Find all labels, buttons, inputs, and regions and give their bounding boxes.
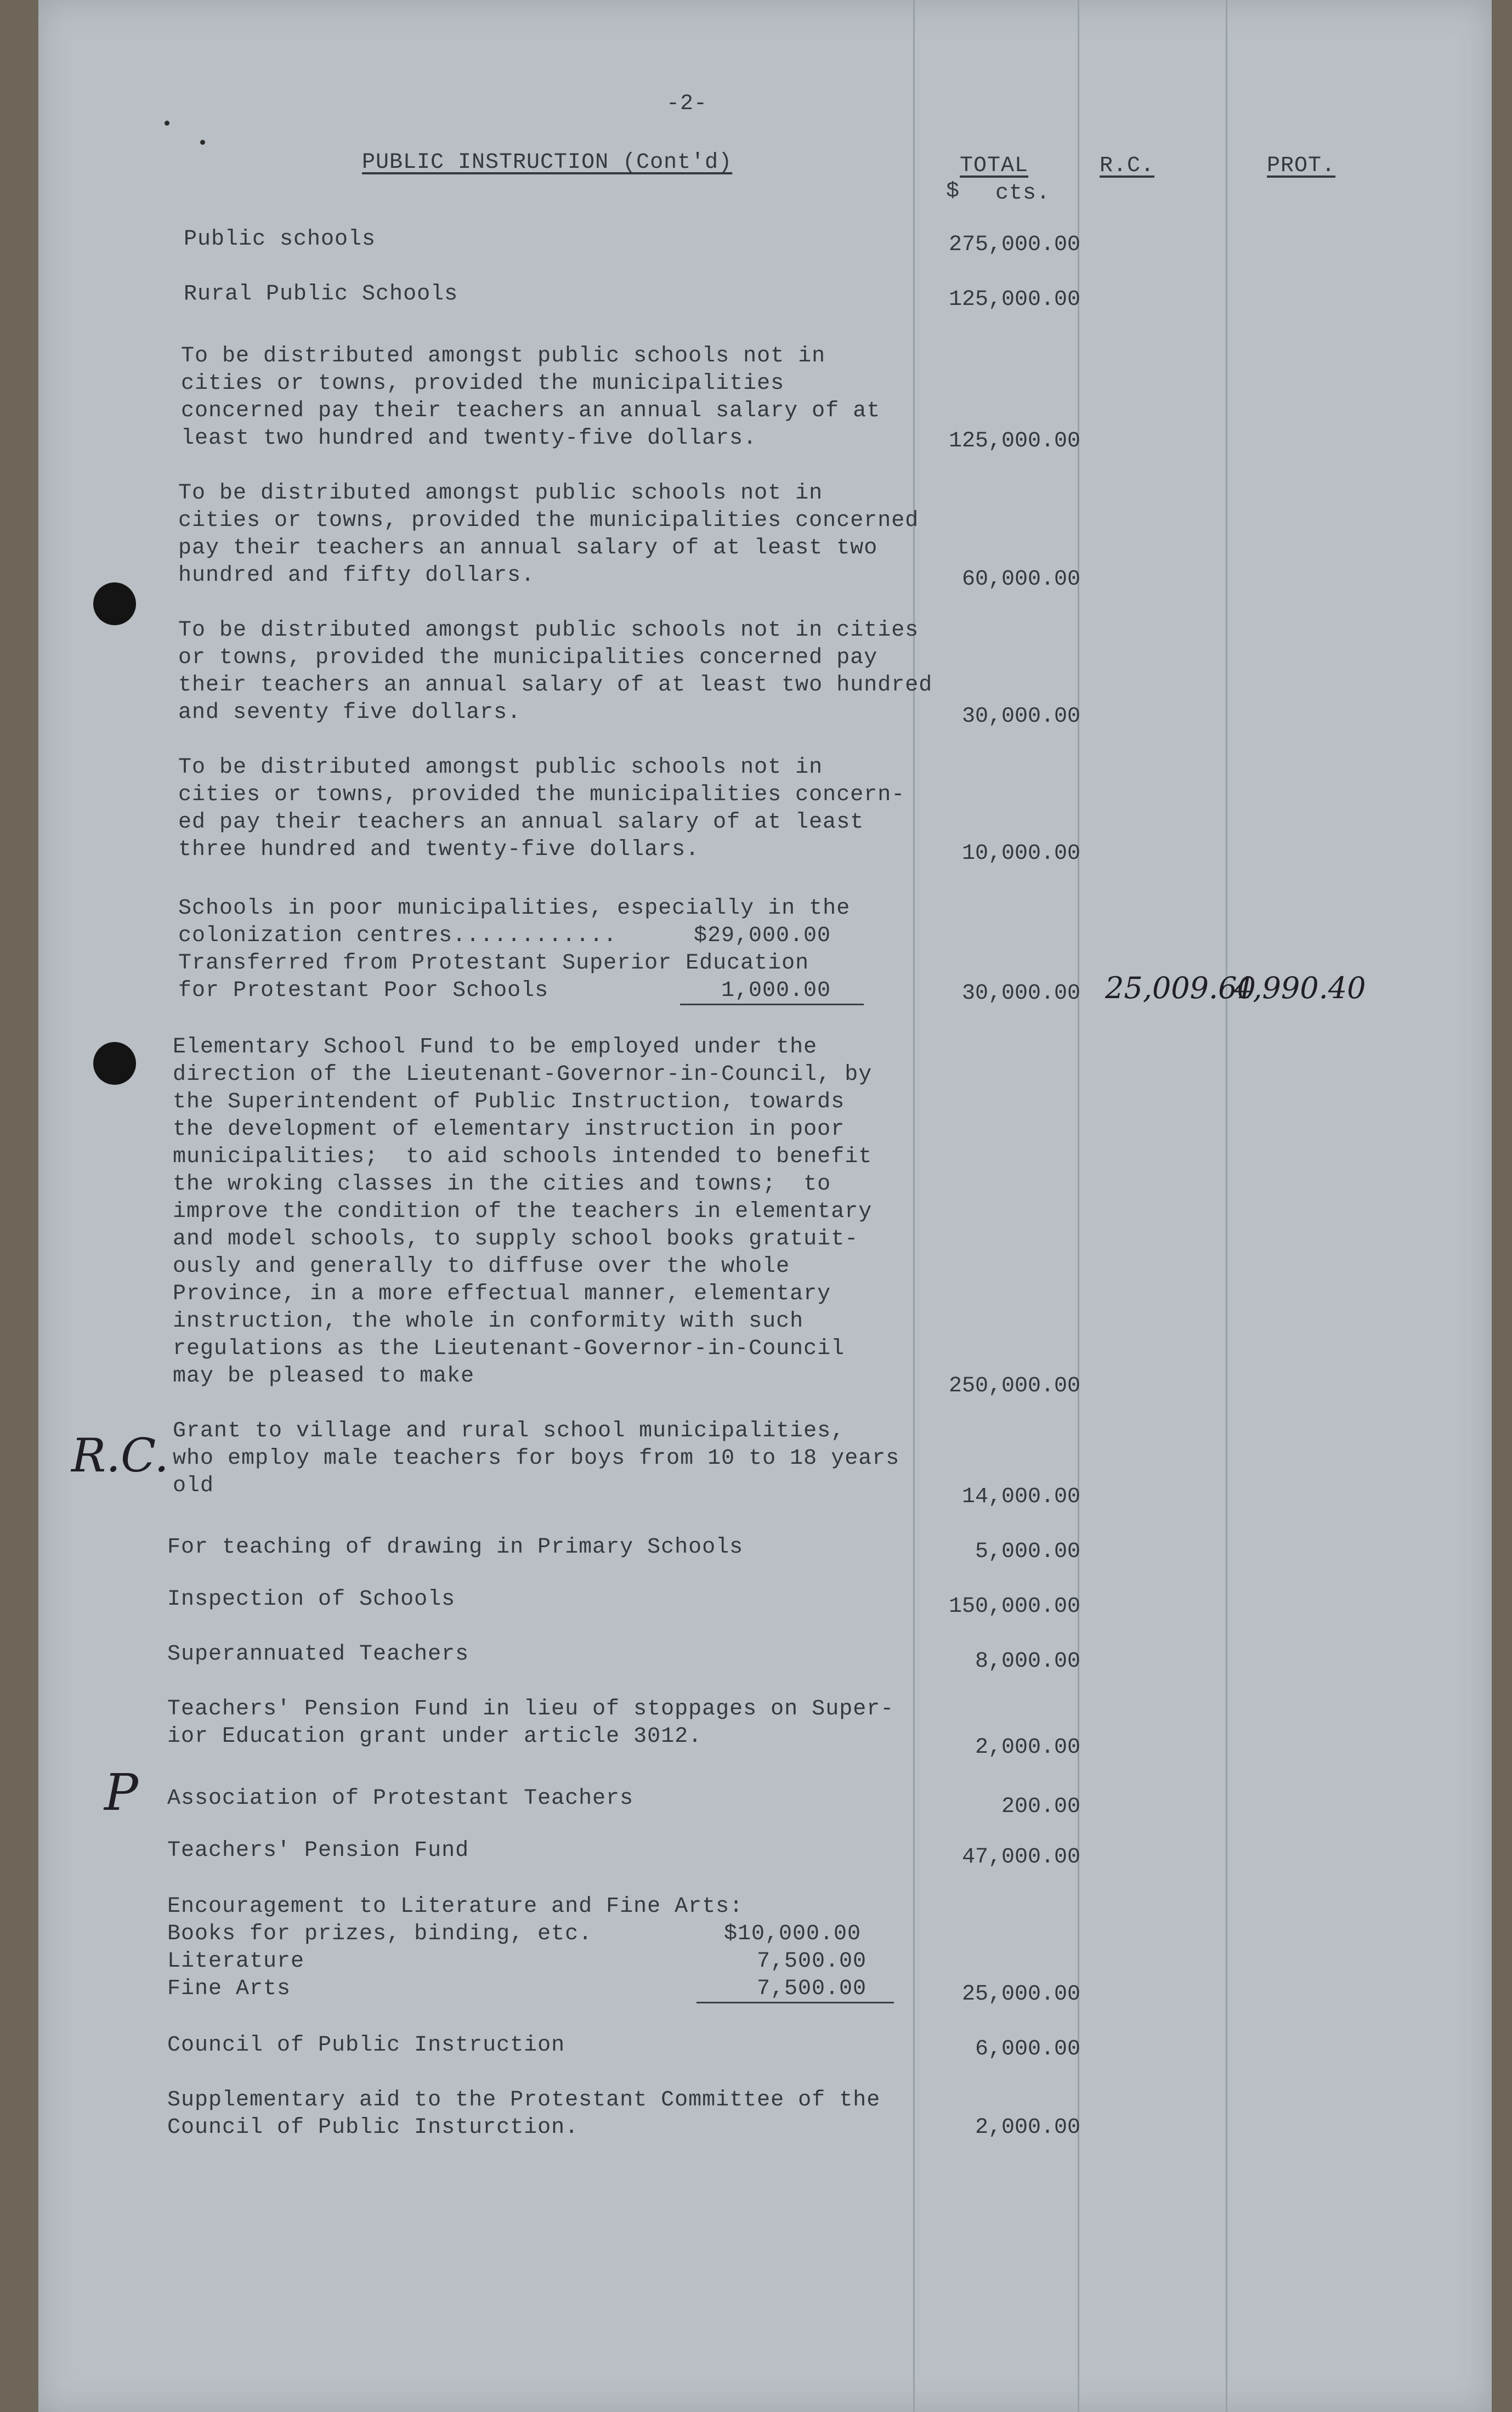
margin-note-rc: R.C. [71, 1429, 169, 1482]
line-item-amount: 60,000.00 [961, 567, 1080, 592]
line-item-text: Council of Public Instruction [167, 2033, 565, 2058]
line-item-amount: 250,000.00 [948, 1374, 1080, 1398]
line-item-text: Association of Protestant Teachers [167, 1786, 634, 1811]
line-item-amount: 30,000.00 [961, 704, 1080, 729]
page-number: -2- [666, 92, 708, 116]
column-header-total: TOTAL [960, 154, 1029, 178]
line-item-amount: 30,000.00 [961, 981, 1080, 1006]
subtotal-rule [680, 1004, 864, 1005]
line-item-subtotal: $29,000.00 [694, 924, 831, 948]
line-item-text: Superannuated Teachers [167, 1642, 469, 1667]
ink-dot [200, 140, 205, 145]
document-page [38, 0, 1492, 2412]
line-item-amount: 150,000.00 [948, 1594, 1080, 1619]
line-item-amount: 25,000.00 [961, 1982, 1080, 2007]
line-item-subtotal: 7,500.00 [757, 1949, 867, 1974]
line-item-text: To be distributed amongst public schools not in cities or towns, provided the municipalities concerned pay their teachers an annual salary of at least two hundred and seventy five dollars. [178, 618, 933, 725]
punch-hole-top [93, 582, 136, 625]
line-item-text: Teachers' Pension Fund [167, 1838, 469, 1863]
column-header-prot: PROT. [1267, 154, 1336, 178]
line-item-subtotal: 1,000.00 [721, 978, 831, 1003]
line-item-amount: 2,000.00 [975, 2115, 1080, 2140]
line-item-amount: 5,000.00 [975, 1539, 1080, 1564]
line-item-amount: 6,000.00 [975, 2037, 1080, 2062]
line-item-amount: 8,000.00 [975, 1649, 1080, 1674]
line-item-text: To be distributed amongst public schools not in cities or towns, provided the municipalities concerned pay their teachers an annual salary of at least two hundred and fifty dollars. [178, 481, 919, 588]
column-header-rc: R.C. [1100, 154, 1155, 178]
line-item-subtotal: 7,500.00 [757, 1977, 867, 2001]
line-item-text: Elementary School Fund to be employed under the direction of the Lieutenant-Governor-in-Council, by the Superintendent of Public Instruction, towards the development of elementary instruction in poor municipalities; to aid schools intended to benefit the wroking classes in the cities and towns; to improve the condition of the teachers in elementary and model schools, to supply school books gratuit- ously and generally to diffuse over the whole Province, in a more effectual manner, elementary instruction, the whole in conformity with such regulations as the Lieutenant-Governor-in-Council may be pleased to make [173, 1035, 873, 1389]
column-rule-rc-right [1226, 0, 1227, 2412]
line-item-text: To be distributed amongst public schools not in cities or towns, provided the municipalities concerned pay their teachers an annual salary of at least two hundred and twenty-five dollars. [181, 344, 881, 451]
column-rule-total-left [913, 0, 915, 2412]
line-item-text: Teachers' Pension Fund in lieu of stoppages on Super- ior Education grant under article 3012. [167, 1697, 894, 1749]
line-item-amount: 125,000.00 [948, 287, 1080, 312]
line-item-subtotal: $10,000.00 [724, 1922, 862, 1946]
line-item-text: For teaching of drawing in Primary Schools [167, 1535, 744, 1560]
line-item-amount: 125,000.00 [948, 429, 1080, 454]
line-item-text: Encouragement to Literature and Fine Arts: Books for prizes, binding, etc. Literature Fine Arts [167, 1894, 744, 2001]
line-item-amount: 14,000.00 [961, 1485, 1080, 1509]
line-item-text: Inspection of Schools [167, 1587, 456, 1612]
page-heading: PUBLIC INSTRUCTION (Cont'd) [362, 150, 733, 175]
line-item-amount: 275,000.00 [948, 233, 1080, 257]
line-item-amount: 10,000.00 [961, 841, 1080, 866]
margin-note-p: P [104, 1763, 138, 1822]
line-item-amount: 47,000.00 [961, 1845, 1080, 1870]
handwritten-rc-amount: 25,009.60 [1105, 971, 1256, 1005]
line-item-text: Public schools [184, 227, 376, 252]
line-item-text: Rural Public Schools [184, 282, 458, 307]
line-item-text: Supplementary aid to the Protestant Committee of the Council of Public Insturction. [167, 2088, 881, 2140]
line-item-amount: 200.00 [1001, 1794, 1080, 1819]
column-header-cts: cts. [995, 181, 1051, 206]
handwritten-prot-amount: 4,990.40 [1234, 971, 1366, 1005]
column-header-dollar: $ [946, 179, 960, 204]
line-item-amount: 2,000.00 [975, 1735, 1080, 1760]
line-item-text: Grant to village and rural school municipalities, who employ male teachers for boys from 10 to 18 years old [173, 1419, 900, 1498]
line-item-text: To be distributed amongst public schools not in cities or towns, provided the municipalities concern- ed pay their teachers an annual salary of at least three hundred and twenty-five dollars. [178, 755, 905, 862]
subtotal-rule [696, 2002, 894, 2003]
punch-hole-bottom [93, 1042, 136, 1085]
ink-dot [165, 121, 169, 126]
line-item-text: Schools in poor municipalities, especially in the colonization centres............ Transferred from Protestant Superior Education for Protestant Poor Schools [178, 896, 851, 1003]
